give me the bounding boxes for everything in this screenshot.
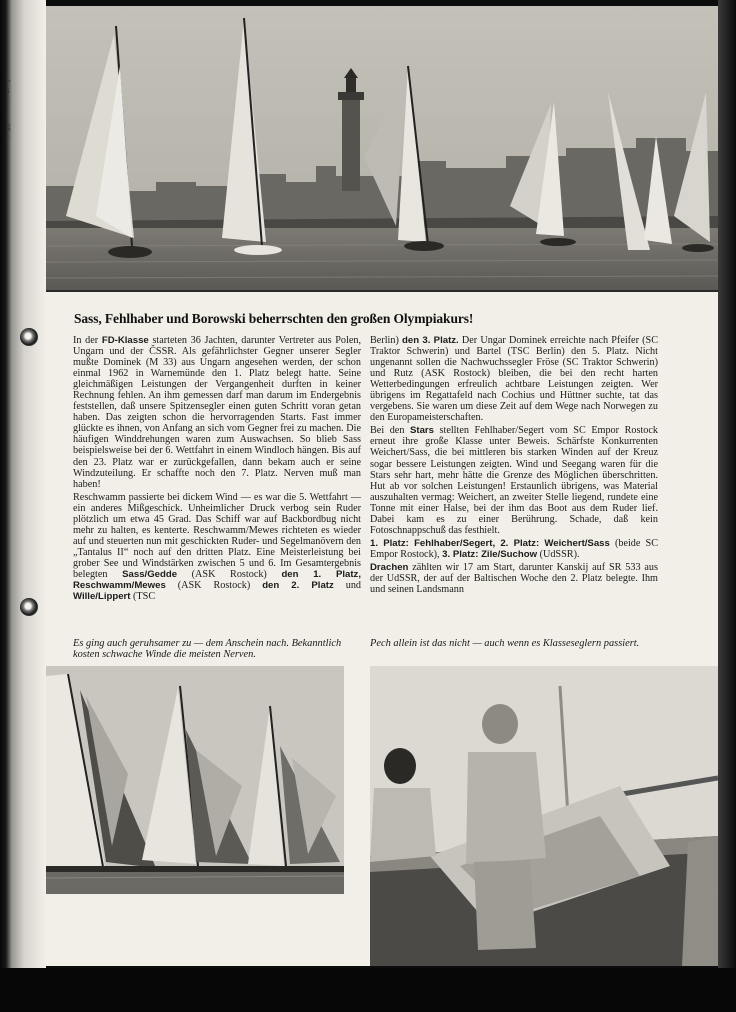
article-headline: Sass, Fehlhaber und Borowski beherrschten den großen Olympiakurs! — [74, 311, 474, 326]
text-run: und — [333, 580, 362, 592]
fd-class-boats-photo — [46, 666, 344, 894]
article-column-left — [73, 335, 361, 604]
text-run: (ASK Rostock) — [165, 580, 263, 592]
article-paragraph — [73, 492, 361, 602]
text-run: (UdSSR). — [537, 548, 580, 560]
spine-letter: t, — [6, 73, 11, 83]
bold-text: den 2. Platz — [262, 580, 334, 592]
text-run: Reschwamm passierte bei dickem Wind — es war die 5. Wettfahrt — ein anderes Mißgeschick. Unheimlicher Druck verbog sein Ruder plötzlich um etwa 45 Grad. Das Schiff war auf Backbordbug nicht mehr zu halten, es kenterte. Reschwamm/Mewes richteten es wieder auf und steuerten nun mit geschickten Ruder- und Segelmanövern den „Tantalus II“ noch auf den dritten Platz. Eine Meisterleistung bei grober See und Windstärken zwischen 5 und 6. Im Gesamtergebnis belegten — [73, 491, 361, 580]
article-paragraph — [73, 335, 361, 490]
bold-text: 1. Platz: Fehlhaber/Segert, 2. Platz: Weichert/Sass — [370, 537, 610, 549]
bold-text: den 3. Platz. — [402, 335, 459, 346]
facing-page-letters — [6, 72, 26, 144]
caption-right: Pech allein ist das nicht — auch wenn es Klasseseglern passiert. — [370, 638, 640, 649]
drachen-crew-photo — [370, 666, 718, 966]
binding-hole — [20, 598, 38, 616]
spine-letter: r — [6, 133, 9, 143]
book-spine-edge — [0, 0, 46, 1012]
bold-text: Stars — [409, 425, 434, 437]
spine-letter: r — [6, 97, 9, 107]
article-paragraph — [370, 538, 658, 560]
text-run: (TSC — [130, 591, 156, 603]
text-run: Bei den — [370, 425, 410, 437]
text-run: Der Ungar Dominek erreichte nach Pfeifer (SC Traktor Schwerin) und Bartel (TSC Berlin) den 5. Platz. Nicht ungenannt sollen die Nachwuchssegler Fröse (SC Traktor Schwerin) und Rutz (ASK Rostock) bleiben, die bei den recht harten Wetterbedingungen erfreulich achtbare Leistungen zeigten. Wer übrigens im Regattafeld nach Cochius und Hüttner suchte, tat das vergebens. Sie waren um diese Zeit auf dem Wege nach Norwegen zu den Europameisterschaften. — [370, 335, 658, 424]
text-run: In der — [73, 335, 102, 346]
page-edge-shadow — [718, 0, 736, 1012]
sailboats-regatta-photo — [46, 6, 718, 292]
bold-text: 3. Platz: Zile/Suchow — [442, 548, 538, 560]
bottom-left-photo — [46, 666, 344, 894]
bold-text: Wille/Lippert — [73, 591, 131, 603]
article-paragraph — [370, 562, 658, 595]
text-run: (beide SC Empor Rostock), — [370, 537, 659, 560]
text-run: stellten Fehlhaber/Segert vom SC Empor Rostock erneut ihre große Klasse unter Beweis. Schärfste Konkurrenten Weichert/Sass, die bei mittleren bis starken Winden auf der Kreuz sogar bessere Leistungen zeigten. Wind und Seegang waren für die Stars sehr hart, mehr hätte die Grenze des Möglichen überschritten. Hut ab vor solchen Leistungen! Erstaunlich übrigens, was Material auszuhalten vermag: Weichert, an zweiter Stelle liegend, rundete eine Tonne mit einer Halse, bei der ihm das Boot aus dem Ruder lief. Dabei kam es zu einer Berührung. Schade, daß kein Fotoschnappschuß das festhielt. — [370, 425, 658, 536]
spine-letter: s — [6, 85, 10, 95]
binding-hole — [20, 328, 38, 346]
spine-letter: g — [6, 121, 11, 131]
article-paragraph — [370, 425, 658, 535]
top-photo — [46, 6, 718, 292]
scan-border — [0, 968, 736, 1012]
magazine-page — [46, 6, 718, 966]
text-run: Berlin) — [370, 335, 403, 346]
article-column-right — [370, 335, 658, 597]
bold-text: Sass/Gedde — [122, 568, 178, 580]
bold-text: Drachen — [370, 561, 409, 573]
text-run: (ASK Rostock) — [177, 568, 282, 580]
text-run: zählten wir 17 am Start, darunter Kanskij auf SR 533 aus der UdSSR, der auf der Baltischen Woche den 2. Platz belegte. Ihm und seinen Landsmann — [370, 561, 658, 596]
bottom-right-photo — [370, 666, 718, 966]
bold-text: FD-Klasse — [101, 335, 149, 346]
spine-letter: t — [6, 109, 9, 119]
caption-left: Es ging auch geruhsamer zu — dem Anschein nach. Bekanntlich kosten schwache Winde die meisten Nerven. — [73, 638, 342, 660]
text-run: starteten 36 Jachten, darunter Vertreter aus Polen, Ungarn und der ČSSR. Als gefährlichster Gegner unserer Segler mußte Dominek (M 33) aus Ungarn angesehen werden, der schon einmal 1962 in Warnemünde den 1. Platz belegt hatte. Seine gleichmäßigen Leistungen der Vergangenheit durften in keiner Rechnung fehlen. An ihm gemessen darf man darum im Endergebnis feststellen, daß unsere Spitzensegler einen guten Schritt voran getan haben. Das zeigten schon die hervorragenden Starts. Fast immer glückte es ihnen, von Anfang an sich vom Gegner frei zu machen. Die häufigen Winddrehungen waren zum Auswachsen. So blieb Sass beispielsweise bei der 6. Wettfahrt in einem Windloch hängen. Bis auf den 23. Platz war er zurückgefallen, dann bekam auch er seine Windzuteilung. Er schaffte noch den 7. Platz. Nerven muß man haben! — [73, 335, 361, 490]
article-paragraph — [370, 335, 658, 423]
bold-text: den 1. Platz, Reschwamm/Mewes — [73, 568, 361, 592]
